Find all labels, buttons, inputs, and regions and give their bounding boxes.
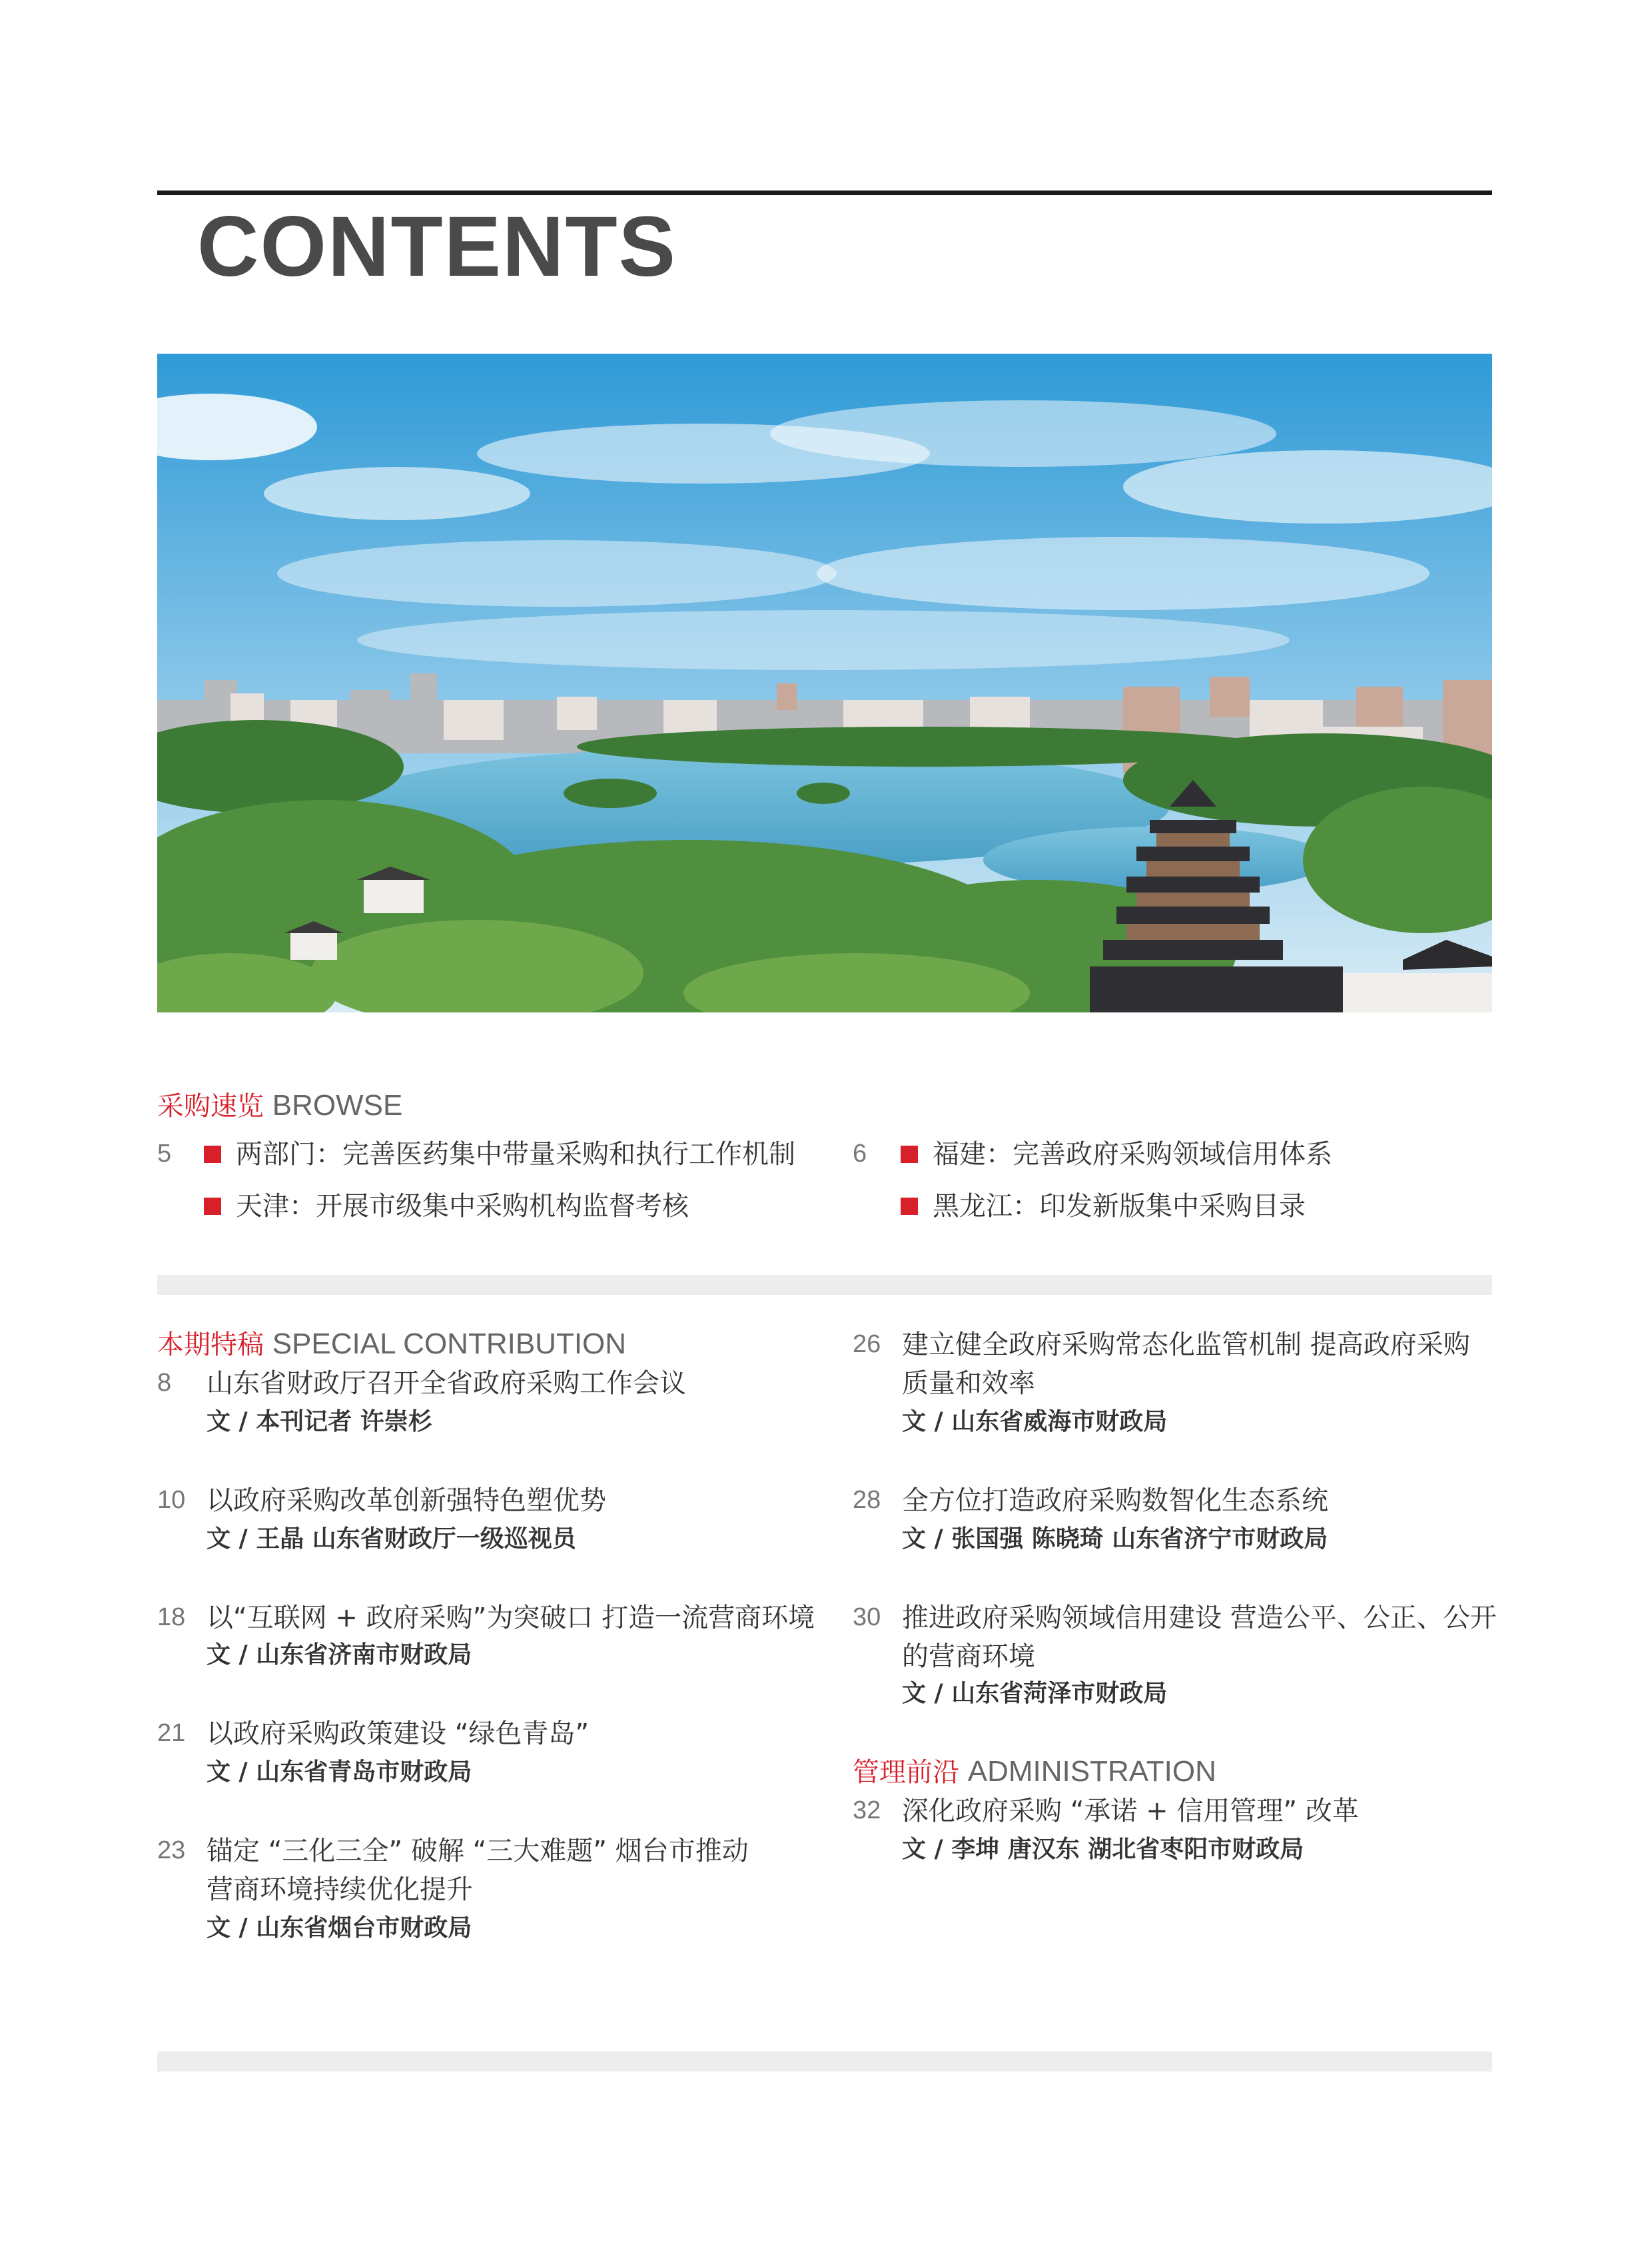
cover-photo bbox=[157, 354, 1492, 1012]
article-author: 文 / 山东省威海市财政局 bbox=[902, 1407, 1168, 1435]
article-author: 文 / 山东省菏泽市财政局 bbox=[902, 1679, 1168, 1707]
section-title-en: ADMINISTRATION bbox=[967, 1755, 1216, 1788]
article-author: 文 / 张国强 陈晓琦 山东省济宁市财政局 bbox=[902, 1525, 1328, 1553]
red-square-icon bbox=[901, 1146, 918, 1163]
article-title[interactable]: 以政府采购政策建设 “绿色青岛” bbox=[206, 1718, 590, 1749]
article-title[interactable]: 建立健全政府采购常态化监管机制 提高政府采购 bbox=[902, 1329, 1470, 1360]
page-number: 32 bbox=[853, 1796, 881, 1824]
article-title-continued[interactable]: 质量和效率 bbox=[902, 1368, 1035, 1399]
browse-item[interactable] bbox=[204, 1187, 689, 1226]
article-author: 文 / 山东省烟台市财政局 bbox=[206, 1914, 472, 1942]
top-rule bbox=[157, 190, 1492, 195]
page-number: 21 bbox=[157, 1719, 186, 1747]
browse-item-label: 天津：开展市级集中采购机构监督考核 bbox=[236, 1191, 689, 1222]
article-title[interactable]: 以政府采购改革创新强特色塑优势 bbox=[206, 1485, 606, 1516]
page-number: 6 bbox=[853, 1140, 867, 1168]
section-title-cn: 本期特稿 bbox=[157, 1329, 264, 1360]
section-title-en: BROWSE bbox=[272, 1089, 403, 1122]
page-number: 26 bbox=[853, 1330, 881, 1358]
section-heading-browse bbox=[157, 1087, 402, 1125]
browse-item-label: 两部门：完善医药集中带量采购和执行工作机制 bbox=[236, 1139, 795, 1170]
page-number: 23 bbox=[157, 1836, 186, 1864]
article-title[interactable]: 深化政府采购 “承诺 + 信用管理” 改革 bbox=[902, 1796, 1359, 1826]
article-title[interactable]: 全方位打造政府采购数智化生态系统 bbox=[902, 1485, 1328, 1516]
page-number: 5 bbox=[157, 1140, 172, 1168]
browse-item[interactable] bbox=[901, 1187, 1306, 1226]
section-heading-special bbox=[157, 1325, 626, 1363]
page-title: CONTENTS bbox=[197, 199, 677, 294]
section-title-en: SPECIAL CONTRIBUTION bbox=[272, 1327, 627, 1360]
article-title[interactable]: 山东省财政厅召开全省政府采购工作会议 bbox=[206, 1368, 686, 1399]
article-title[interactable]: 以“互联网 + 政府采购”为突破口 打造一流营商环境 bbox=[206, 1603, 815, 1633]
article-author: 文 / 王晶 山东省财政厅一级巡视员 bbox=[206, 1525, 576, 1553]
article-title[interactable]: 锚定 “三化三全” 破解 “三大难题” 烟台市推动 bbox=[206, 1836, 749, 1866]
page-number: 18 bbox=[157, 1603, 186, 1631]
section-divider bbox=[157, 1275, 1492, 1295]
red-square-icon bbox=[204, 1198, 221, 1215]
section-title-cn: 采购速览 bbox=[157, 1091, 264, 1122]
article-author: 文 / 本刊记者 许崇杉 bbox=[206, 1407, 432, 1435]
page-number: 30 bbox=[853, 1603, 881, 1631]
browse-item-label: 黑龙江：印发新版集中采购目录 bbox=[933, 1191, 1306, 1222]
article-author: 文 / 李坤 唐汉东 湖北省枣阳市财政局 bbox=[902, 1835, 1304, 1863]
browse-item-label: 福建：完善政府采购领域信用体系 bbox=[933, 1139, 1332, 1170]
section-heading-admin bbox=[853, 1753, 1216, 1791]
article-title[interactable]: 推进政府采购领域信用建设 营造公平、公正、公开 bbox=[902, 1603, 1497, 1633]
section-title-cn: 管理前沿 bbox=[853, 1757, 959, 1788]
page-number: 10 bbox=[157, 1486, 186, 1514]
red-square-icon bbox=[901, 1198, 918, 1215]
article-title-continued[interactable]: 营商环境持续优化提升 bbox=[206, 1874, 473, 1905]
article-title-continued[interactable]: 的营商环境 bbox=[902, 1641, 1035, 1672]
article-author: 文 / 山东省青岛市财政局 bbox=[206, 1758, 472, 1786]
page-number: 8 bbox=[157, 1369, 172, 1397]
footer-band bbox=[157, 2052, 1492, 2071]
article-author: 文 / 山东省济南市财政局 bbox=[206, 1641, 472, 1669]
browse-item[interactable] bbox=[901, 1135, 1332, 1174]
red-square-icon bbox=[204, 1146, 221, 1163]
browse-item[interactable] bbox=[204, 1135, 795, 1174]
page-number: 28 bbox=[853, 1486, 881, 1514]
